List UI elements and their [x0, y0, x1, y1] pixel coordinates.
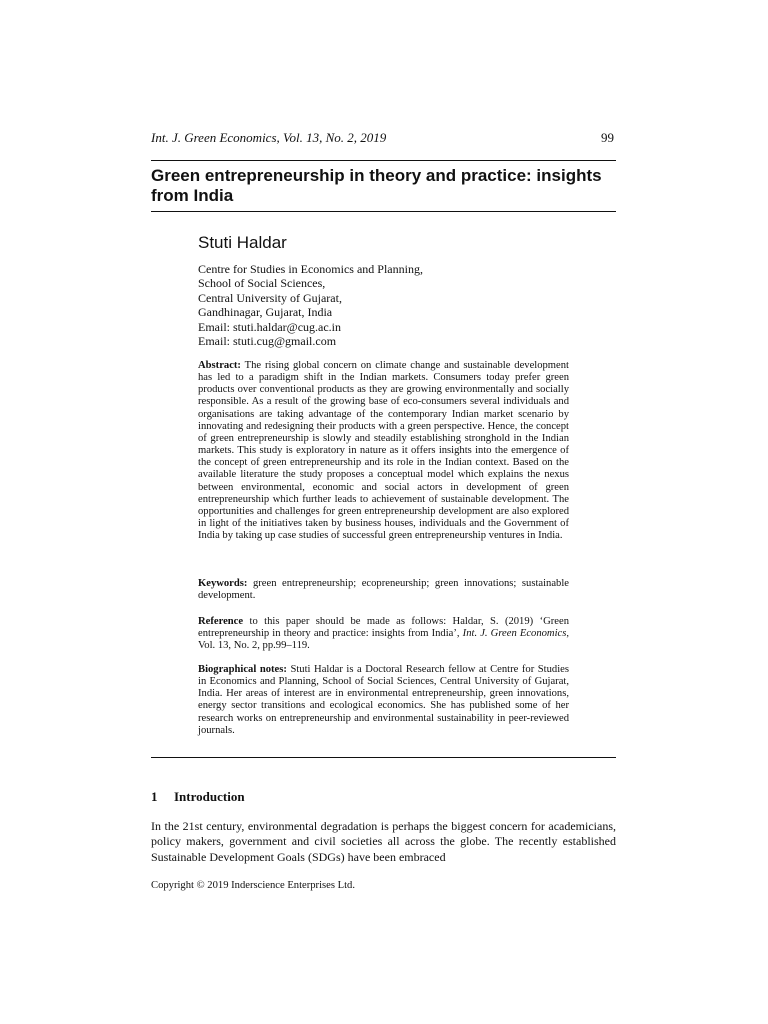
introduction-paragraph: In the 21st century, environmental degradation is perhaps the biggest concern for academicians, policy makers, government and civil societies all across the globe. The recently established Sustainable Development Goals (SDGs) have been embraced	[151, 819, 616, 864]
affiliation-line: Central University of Gujarat,	[198, 290, 342, 305]
bio-text: Stuti Haldar is a Doctoral Research fellow at Centre for Studies in Economics and Planning, School of Social Sciences, Central University of Gujarat, India. Her areas of interest are in environmental entrepreneurship, green innovations, energy sector transitions and ecological economics. She has published some of her research works on entrepreneurship and environmental sustainability in peer-reviewed journals.	[198, 664, 569, 736]
biographical-notes	[198, 664, 569, 737]
reference-volume: , Vol. 13, No. 2, pp.99–119.	[198, 628, 569, 652]
affiliation-line: School of Social Sciences,	[198, 276, 326, 291]
abstract-label: Abstract:	[198, 360, 241, 371]
affiliation-line: Centre for Studies in Economics and Planning,	[198, 262, 423, 276]
bio-label: Biographical notes:	[198, 664, 287, 675]
keywords	[198, 578, 569, 602]
copyright-notice: Copyright © 2019 Inderscience Enterprises Ltd.	[151, 880, 355, 891]
section-title: Introduction	[174, 789, 245, 804]
paper-title: Green entrepreneurship in theory and practice: insights from India	[151, 166, 602, 205]
top-divider	[151, 160, 616, 161]
section-number: 1	[151, 789, 158, 804]
title-divider	[151, 211, 616, 212]
running-header	[151, 130, 616, 148]
keywords-text: green entrepreneurship; ecopreneurship; green innovations; sustainable development.	[198, 578, 569, 602]
reference-label: Reference	[198, 616, 244, 627]
email-line: Email: stuti.haldar@cug.ac.in	[198, 319, 342, 334]
reference-journal: Int. J. Green Economics	[462, 628, 567, 640]
email-line: Email: stuti.cug@gmail.com	[198, 334, 337, 349]
keywords-label: Keywords:	[198, 578, 248, 589]
abstract	[198, 360, 569, 542]
abstract-text: The rising global concern on climate change and sustainable development has led to a paradigm shift in the Indian markets. Consumers today prefer green products over conventional products as they are growing environmentally and socially responsible. As a result of the growing base of eco-consumers several individuals and organisations are taking advantage of the contemporary Indian market scenario by innovating and redesigning their products with a green perspective. Hence, the concept of green entrepreneurship is slowly and steadily establishing stronghold in the Indian markets. This study is exploratory in nature as it offers insights into the emergence of the concept of green entrepreneurship and its role in the Indian context. Based on the available literature the study proposes a conceptual model which explains the nexus between environmental, economic and social actors in development of green entrepreneurship which further leads to achievement of sustainable development. The opportunities and challenges for green entrepreneurship development are also explored in light of the initiatives taken by business houses, individuals and the Government of India by taking up case studies of successful green entrepreneurship ventures in India.	[198, 360, 569, 542]
reference-text: to this paper should be made as follows: Haldar, S. (2019) ‘Green entrepreneurship in theory and practice: insights from India’,	[198, 616, 569, 640]
section-heading	[151, 789, 245, 805]
page-number: 99	[601, 130, 614, 145]
journal-citation: Int. J. Green Economics, Vol. 13, No. 2, 2019	[151, 130, 387, 145]
author-affiliation	[198, 262, 423, 348]
citation-reference	[198, 616, 569, 652]
front-matter-divider	[151, 757, 616, 758]
affiliation-line: Gandhinagar, Gujarat, India	[198, 305, 333, 320]
author-name: Stuti Haldar	[198, 233, 287, 252]
